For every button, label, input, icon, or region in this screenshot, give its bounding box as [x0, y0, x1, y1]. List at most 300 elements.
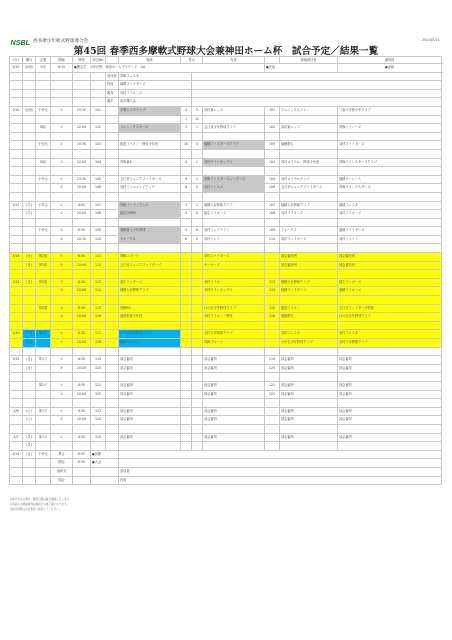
- home-team-cell: 瑞穂富士少年野球: [119, 227, 181, 236]
- game-no-cell: [91, 296, 106, 305]
- table-row: [10, 270, 442, 279]
- away-score-cell: [192, 424, 203, 433]
- blank-cell: [106, 296, 119, 305]
- ground-manager-cell: 部会審判団: [280, 253, 338, 262]
- umpire-cell: 羽村ファイターズ: [338, 141, 442, 150]
- home-team-cell: [119, 321, 181, 330]
- time-cell: [73, 373, 91, 382]
- home-score-cell: [181, 313, 192, 322]
- time-cell: 10:00: [73, 416, 91, 425]
- home-score-cell: [181, 390, 192, 399]
- date-cell: [10, 192, 23, 201]
- ground-manager-cell: [280, 296, 338, 305]
- game-no-cell: 115: [91, 304, 106, 313]
- venue-cell: B面: [36, 124, 51, 133]
- col-score: 得点: [181, 57, 203, 64]
- round-cell: [51, 399, 73, 408]
- col-venue: 会場: [36, 57, 51, 64]
- table-row: [10, 167, 442, 176]
- round-cell: [51, 115, 73, 124]
- date-cell: [10, 321, 23, 330]
- away-team-cell: [203, 149, 265, 158]
- home-team-cell: 昭島ライオン・野球少年団: [119, 141, 181, 150]
- away-team-cell: 羽村リトルズ: [203, 184, 265, 193]
- date-cell: [10, 132, 23, 141]
- venue-cell: [36, 347, 51, 356]
- home-score-cell: [181, 347, 192, 356]
- col-start: 開始: [51, 57, 73, 64]
- closing-sub: 参加者: [119, 467, 442, 476]
- blank-cell: [106, 433, 119, 442]
- day-cell: [23, 373, 36, 382]
- game-no-cell: 118: [91, 339, 106, 348]
- date-cell: [10, 459, 23, 468]
- date-cell: 3/24: [10, 253, 23, 262]
- organization-name: 西多摩少年軟式野球連合会: [33, 39, 89, 44]
- day-cell: [23, 218, 36, 227]
- umpire-cell: 部会審判: [338, 416, 442, 425]
- away-score-cell: [192, 347, 203, 356]
- closing-row: [10, 450, 442, 459]
- away-team-cell: 羽村ライオン: [203, 278, 265, 287]
- date-cell: [10, 98, 23, 107]
- home-score-cell: [181, 270, 192, 279]
- blank-cell: [106, 253, 119, 262]
- game-no-cell: 110: [91, 235, 106, 244]
- ground-manager-cell: [280, 270, 338, 279]
- table-row: [10, 158, 442, 167]
- umpire-cell: [338, 115, 442, 124]
- time-cell: 10:00: [73, 390, 91, 399]
- game-no-cell: 121: [91, 381, 106, 390]
- home-team-cell: 青梅東6: [119, 158, 181, 167]
- home-team-cell: 羽村リトルズ: [119, 339, 181, 348]
- table-row: [10, 235, 442, 244]
- venue-cell: 小作台: [36, 450, 51, 459]
- venue-cell: [36, 244, 51, 253]
- time-cell: 10:00: [73, 210, 91, 219]
- ground-no-cell: [265, 253, 280, 262]
- page-title: 第45回 春季西多摩軟式野球大会兼神田ホーム杯 試合予定／結果一覧: [73, 46, 379, 57]
- blank-cell: [106, 407, 119, 416]
- date-cell: [10, 381, 23, 390]
- ground-no-cell: [265, 330, 280, 339]
- day-cell: [23, 192, 36, 201]
- time-cell: [73, 167, 91, 176]
- opening-sub: 参加者: [106, 72, 119, 81]
- game-no-cell: [91, 270, 106, 279]
- venue-cell: 第2面: [36, 278, 51, 287]
- ground-manager-cell: 瑞穂大谷野球クラブ: [280, 278, 338, 287]
- closing-label: [91, 476, 119, 485]
- ground-no-cell: 107: [265, 201, 280, 210]
- round-cell: [51, 149, 73, 158]
- time-cell: 8:30: [73, 227, 91, 236]
- game-no-cell: 113: [91, 278, 106, 287]
- ground-manager-cell: 部会審判: [280, 364, 338, 373]
- umpire-cell: 青梅ウイングスターズ: [338, 184, 442, 193]
- venue-cell: [36, 210, 51, 219]
- home-score-cell: 8: [181, 184, 192, 193]
- time-cell: 8:30: [51, 64, 73, 73]
- time-cell: 10:00: [73, 261, 91, 270]
- ground-no-cell: [265, 192, 280, 201]
- blank: [91, 72, 106, 81]
- game-no-cell: 108: [91, 210, 106, 219]
- day-cell: [23, 149, 36, 158]
- round-cell: ①: [51, 106, 73, 115]
- ground-no-cell: [265, 167, 280, 176]
- home-team-cell: 部会審判: [119, 381, 181, 390]
- away-team-cell: 羽村サイドキングス: [203, 158, 265, 167]
- venue-cell: [36, 167, 51, 176]
- blank: [73, 72, 91, 81]
- umpire-cell: [338, 442, 442, 451]
- table-row: [10, 339, 442, 348]
- away-score-cell: 1: [192, 201, 203, 210]
- col-blank: [106, 57, 119, 64]
- date-cell: [10, 476, 23, 485]
- away-score-cell: [192, 149, 203, 158]
- away-team-cell: [203, 399, 265, 408]
- away-score-cell: [192, 132, 203, 141]
- home-score-cell: 3: [181, 124, 192, 133]
- time-cell: [51, 89, 73, 98]
- date-cell: [10, 373, 23, 382]
- blank-cell: [106, 115, 119, 124]
- ground-manager-cell: 瑞穂倶ち: [280, 313, 338, 322]
- opening-row: [10, 64, 442, 73]
- home-score-cell: 8: [181, 235, 192, 244]
- opening-item: 青梅フェスタ: [119, 72, 192, 81]
- round-cell: ②: [51, 124, 73, 133]
- venue-cell: 小作: [36, 64, 51, 73]
- ground-no-cell: [265, 218, 280, 227]
- game-no-cell: [91, 218, 106, 227]
- round-cell: [51, 192, 73, 201]
- time-cell: 12:00: [73, 124, 91, 133]
- umpire-cell: [338, 218, 442, 227]
- opening-sub: 審判: [106, 89, 119, 98]
- date-cell: [10, 244, 23, 253]
- blank-cell: [106, 244, 119, 253]
- ground-manager-cell: 部会審判: [280, 416, 338, 425]
- umpire-cell: 瑞穂ローレンス: [338, 175, 442, 184]
- home-score-cell: 9: [181, 210, 192, 219]
- day-cell: [23, 476, 36, 485]
- round-cell: ②: [51, 364, 73, 373]
- home-score-cell: [181, 321, 192, 330]
- round-cell: ①: [51, 175, 73, 184]
- game-no-cell: [91, 424, 106, 433]
- table-row: [10, 201, 442, 210]
- away-team-cell: [203, 244, 265, 253]
- blank-cell: [106, 227, 119, 236]
- ground-no-cell: 116: [265, 313, 280, 322]
- away-score-cell: 0: [192, 184, 203, 193]
- svg-text:NSBL: NSBL: [10, 38, 31, 46]
- day-cell: (日): [23, 442, 36, 451]
- closing-row: [10, 476, 442, 485]
- date-cell: [10, 227, 23, 236]
- date-cell: [10, 287, 23, 296]
- ground-manager-cell: [280, 167, 338, 176]
- away-team-cell: 青梅ファイターズレーダース: [203, 175, 265, 184]
- home-team-cell: 部会審判: [119, 390, 181, 399]
- col-day: 曜日: [23, 57, 36, 64]
- blank-cell: [106, 218, 119, 227]
- away-score-cell: [192, 304, 203, 313]
- time-cell: 10:00: [73, 287, 91, 296]
- ground-no-cell: [265, 261, 280, 270]
- date-cell: [10, 149, 23, 158]
- round-cell: ①: [51, 407, 73, 416]
- away-team-cell: [203, 321, 265, 330]
- ground-manager-cell: フォークス: [280, 227, 338, 236]
- game-no-cell: 103: [91, 141, 106, 150]
- blank-cell: [106, 364, 119, 373]
- away-score-cell: 5: [192, 106, 203, 115]
- date-cell: [10, 399, 23, 408]
- closing-label: [91, 467, 119, 476]
- ground-manager-cell: [280, 373, 338, 382]
- home-score-cell: [181, 407, 192, 416]
- date-cell: [10, 72, 23, 81]
- blank-cell: [106, 106, 119, 115]
- round-cell: ①: [51, 141, 73, 150]
- table-row: [10, 184, 442, 193]
- ground-no-cell: [265, 115, 280, 124]
- date-cell: 4/14: [10, 450, 23, 459]
- round-cell: ①: [51, 253, 73, 262]
- ground-manager-cell: [280, 149, 338, 158]
- round-cell: ③: [51, 227, 73, 236]
- round-cell: [51, 442, 73, 451]
- away-score-cell: [192, 313, 203, 322]
- time-cell: 10:00: [73, 313, 91, 322]
- day-cell: (日): [23, 364, 36, 373]
- game-no-cell: 114: [91, 287, 106, 296]
- umpire-cell: 羽村シャイン: [338, 235, 442, 244]
- day-cell: (水祝): [23, 64, 36, 73]
- day-cell: (土): [23, 330, 36, 339]
- blank: [91, 98, 106, 107]
- day-cell: [23, 399, 36, 408]
- ground-no-cell: 104: [265, 158, 280, 167]
- game-no-cell: [91, 347, 106, 356]
- away-score-cell: [192, 364, 203, 373]
- away-team-cell: 羽村サイドキングス: [203, 287, 265, 296]
- home-score-cell: 3: [181, 227, 192, 236]
- away-score-cell: [192, 287, 203, 296]
- home-score-cell: [181, 399, 192, 408]
- round-cell: [51, 270, 73, 279]
- game-no-cell: 105: [91, 175, 106, 184]
- ground-manager-cell: 部会審判: [280, 407, 338, 416]
- ground-no-cell: 122: [265, 390, 280, 399]
- schedule-table: [9, 56, 442, 485]
- time-cell: 8:30: [73, 278, 91, 287]
- date-cell: 3/21: [10, 201, 23, 210]
- round-cell: ①: [51, 201, 73, 210]
- ground-manager-cell: 部会審判: [280, 356, 338, 365]
- opening-line: ●開会式 小作台野 神田ホームグラウンド (A): [73, 64, 265, 73]
- round-cell: ②: [51, 287, 73, 296]
- day-cell: (日): [23, 261, 36, 270]
- away-team-cell: 部会審判: [203, 356, 265, 365]
- home-team-cell: 部会審判: [119, 416, 181, 425]
- game-no-cell: 122: [91, 390, 106, 399]
- home-score-cell: 4: [181, 106, 192, 115]
- ground-manager-cell: [280, 244, 338, 253]
- away-score-cell: 0: [192, 141, 203, 150]
- round-cell: ①: [51, 158, 73, 167]
- away-team-cell: 部会審判: [203, 416, 265, 425]
- home-team-cell: フェニックスカーズ: [119, 124, 181, 133]
- home-score-cell: [181, 433, 192, 442]
- day-cell: (日): [23, 278, 36, 287]
- table-row: [10, 253, 442, 262]
- closing-label: ●決勝: [91, 450, 119, 459]
- table-row: [10, 313, 442, 322]
- ground-no-cell: [265, 270, 280, 279]
- closing-label: ●大会: [91, 459, 119, 468]
- away-score-cell: 12: [192, 115, 203, 124]
- round-cell: ②: [51, 339, 73, 348]
- date-cell: [10, 124, 23, 133]
- time-cell: [51, 98, 73, 107]
- game-no-cell: [91, 442, 106, 451]
- date-cell: [10, 175, 23, 184]
- venue-cell: [36, 115, 51, 124]
- away-score-cell: [192, 356, 203, 365]
- blank-cell: [106, 124, 119, 133]
- time-cell: [73, 244, 91, 253]
- game-no-cell: 107: [91, 201, 106, 210]
- opening-left: ●北組: [265, 64, 338, 73]
- home-team-cell: 福生GMRS: [119, 210, 181, 219]
- table-row: [10, 347, 442, 356]
- day-cell: [23, 347, 36, 356]
- home-team-cell: [119, 373, 181, 382]
- date-cell: [10, 184, 23, 193]
- home-team-cell: 部会審判: [119, 356, 181, 365]
- date-cell: 3/31: [10, 356, 23, 365]
- venue-cell: [36, 235, 51, 244]
- ground-no-cell: 110: [265, 235, 280, 244]
- date-cell: [10, 364, 23, 373]
- day-cell: [23, 459, 36, 468]
- ground-manager-cell: 昭島ライオン: [280, 304, 338, 313]
- umpire-cell: [338, 321, 442, 330]
- table-row: [10, 399, 442, 408]
- day-cell: [23, 98, 36, 107]
- ground-no-cell: 109: [265, 227, 280, 236]
- col-game: 試合No: [91, 57, 106, 64]
- round-cell: [51, 321, 73, 330]
- table-row: [10, 124, 442, 133]
- game-no-cell: 111: [91, 253, 106, 262]
- game-no-cell: 123: [91, 407, 106, 416]
- date-cell: 3/24: [10, 278, 23, 287]
- umpire-cell: 福生ジャガーズ: [338, 278, 442, 287]
- home-score-cell: [181, 416, 192, 425]
- blank: [192, 81, 442, 90]
- away-team-cell: 日の出少年野球クラブ: [203, 304, 265, 313]
- blank-cell: [106, 175, 119, 184]
- ground-manager-cell: 羽村ファイターズ: [280, 235, 338, 244]
- umpire-cell: 部会審判: [338, 390, 442, 399]
- away-score-cell: [192, 416, 203, 425]
- opening-row: [10, 98, 442, 107]
- blank: [91, 81, 106, 90]
- home-team-cell: [119, 132, 181, 141]
- away-score-cell: [192, 433, 203, 442]
- ground-no-cell: 120: [265, 364, 280, 373]
- table-row: [10, 227, 442, 236]
- day-cell: [23, 390, 36, 399]
- umpire-cell: [338, 192, 442, 201]
- ground-no-cell: [265, 321, 280, 330]
- closing-time: [73, 476, 91, 485]
- game-no-cell: [91, 399, 106, 408]
- venue-cell: [36, 287, 51, 296]
- opening-item: 羽村ライオンズ: [119, 89, 192, 98]
- table-row: [10, 278, 442, 287]
- blank: [91, 89, 106, 98]
- ground-manager-cell: [280, 218, 338, 227]
- venue-cell: 小作台: [36, 227, 51, 236]
- time-cell: [73, 270, 91, 279]
- venue-cell: [36, 98, 51, 107]
- date-cell: [10, 296, 23, 305]
- date-cell: [10, 115, 23, 124]
- day-cell: [23, 89, 36, 98]
- ground-manager-cell: 瑞穂倶ち: [280, 141, 338, 150]
- time-cell: 8:00: [73, 201, 91, 210]
- time-cell: [73, 442, 91, 451]
- blank-cell: [106, 390, 119, 399]
- venue-cell: [36, 339, 51, 348]
- away-team-cell: サーキーズ: [203, 261, 265, 270]
- ground-no-cell: [265, 296, 280, 305]
- home-team-cell: [119, 115, 181, 124]
- round-cell: ②: [51, 184, 73, 193]
- venue-cell: [36, 442, 51, 451]
- day-cell: [23, 124, 36, 133]
- game-no-cell: 124: [91, 416, 106, 425]
- away-score-cell: [192, 296, 203, 305]
- ground-no-cell: 115: [265, 304, 280, 313]
- home-team-cell: 福生ジャガーズ: [119, 278, 181, 287]
- table-row: [10, 433, 442, 442]
- round-cell: ②: [51, 416, 73, 425]
- ground-manager-cell: [280, 399, 338, 408]
- table-row: [10, 210, 442, 219]
- ground-manager-cell: [280, 347, 338, 356]
- ground-manager-cell: 羽村ロイヤルクラブ: [280, 175, 338, 184]
- round-cell: [51, 296, 73, 305]
- day-cell: [23, 296, 36, 305]
- opening-item: 西多摩大会: [119, 98, 192, 107]
- home-score-cell: [181, 244, 192, 253]
- home-team-cell: 青梅スポーツ: [119, 253, 181, 262]
- blank-cell: [106, 158, 119, 167]
- round-cell: ②: [51, 390, 73, 399]
- table-row: [10, 141, 442, 150]
- ground-manager-cell: 羽村ロイヤル・野球少年団: [280, 158, 338, 167]
- umpire-cell: [338, 167, 442, 176]
